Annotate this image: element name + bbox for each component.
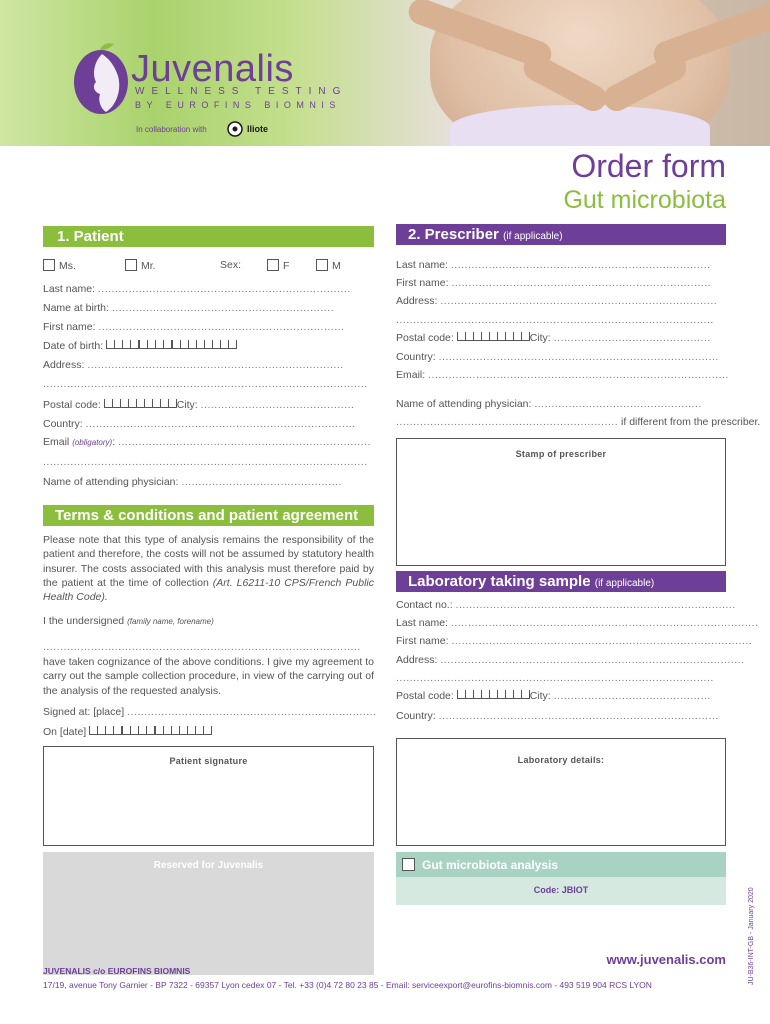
lab-address-line2[interactable]: ............................................................................................. bbox=[396, 672, 714, 684]
city-label: City: bbox=[529, 332, 551, 344]
patient-heading-text: 1. Patient bbox=[57, 228, 124, 245]
field-label: Address: bbox=[43, 359, 85, 371]
field-label: Address: bbox=[396, 295, 438, 307]
collab-text: In collaboration with bbox=[136, 125, 207, 134]
field-label: Name at birth: bbox=[43, 302, 109, 314]
stamp-box[interactable] bbox=[396, 438, 726, 566]
if-different-text: if different from the prescriber. bbox=[621, 416, 761, 428]
patient-date-of-birth-field[interactable] bbox=[43, 340, 237, 352]
patient-heading bbox=[43, 226, 374, 247]
patient-address-field[interactable]: Address: ........................................................................... bbox=[43, 359, 344, 371]
reserved-box bbox=[43, 852, 374, 975]
field-label: Address: bbox=[396, 654, 438, 666]
field-label: First name: bbox=[396, 635, 449, 647]
signed-at-label: Signed at: [place] bbox=[43, 706, 125, 718]
patient-email-line2[interactable]: ............................................................................................... bbox=[43, 456, 368, 468]
laboratory-heading bbox=[396, 571, 726, 592]
field-label: Country: bbox=[43, 418, 83, 430]
female-label: F bbox=[283, 260, 290, 272]
brand-tagline: WELLNESS TESTING bbox=[135, 86, 348, 97]
prescriber-last-name-field[interactable]: Last name: ............................................................................ bbox=[396, 259, 711, 271]
field-label: Postal code: bbox=[396, 690, 454, 702]
prescriber-address-field[interactable]: Address: ................................................................................. bbox=[396, 295, 718, 307]
document-reference: JU-B36-INT-GB - January 2020 bbox=[748, 887, 755, 985]
field-label: Last name: bbox=[43, 283, 95, 295]
field-label: Last name: bbox=[396, 259, 448, 271]
prescriber-attending-physician-field[interactable]: Name of attending physician: ................................................. bbox=[396, 398, 702, 410]
patient-name-at-birth-field[interactable]: Name at birth: ................................................................. bbox=[43, 302, 334, 314]
ms-checkbox[interactable] bbox=[43, 259, 55, 271]
on-date-label: On [date] bbox=[43, 726, 87, 738]
footer-address: 17/19, avenue Tony Garnier - BP 7322 - 69357 Lyon cedex 07 - Tel. +33 (0)4 72 80 23 85 - Email: serviceexport@eurofins-biomnis.com - 493 519 904 RCS LYON bbox=[43, 980, 652, 990]
brand-subtagline: BY EUROFINS BIOMNIS bbox=[135, 100, 341, 110]
field-label: Name of attending physician: bbox=[396, 398, 532, 410]
laboratory-details-box[interactable] bbox=[396, 738, 726, 846]
month-boxes[interactable] bbox=[122, 726, 155, 735]
analysis-box bbox=[396, 852, 726, 905]
lab-postal-city-field[interactable]: Postal code: City: .............................................. bbox=[396, 690, 711, 702]
postal-code-boxes[interactable] bbox=[104, 399, 177, 408]
analysis-label: Gut microbiota analysis bbox=[422, 858, 559, 872]
footer-company: JUVENALIS c/o EUROFINS BIOMNIS bbox=[43, 966, 191, 976]
city-label: City: bbox=[529, 690, 551, 702]
email-note: (obligatory) bbox=[72, 438, 113, 447]
field-label: Postal code: bbox=[43, 399, 101, 411]
field-label: Email: bbox=[396, 369, 426, 381]
page-title: Order form bbox=[571, 148, 726, 184]
patient-attending-physician-field[interactable]: Name of attending physician: ............................................... bbox=[43, 476, 342, 488]
header-banner bbox=[0, 0, 770, 146]
field-label: Last name: bbox=[396, 617, 448, 629]
laboratory-details-label: Laboratory details: bbox=[517, 755, 605, 765]
lab-first-name-field[interactable]: First name: ........................................................................................ bbox=[396, 635, 753, 647]
underwear-band bbox=[450, 105, 710, 146]
prescriber-country-field[interactable]: Country: .................................................................................. bbox=[396, 351, 719, 363]
prescriber-first-name-field[interactable]: First name: ............................................................................ bbox=[396, 277, 712, 289]
terms-paragraph bbox=[43, 533, 374, 604]
juvenalis-logo-icon bbox=[72, 40, 130, 116]
male-checkbox[interactable] bbox=[316, 259, 328, 271]
female-checkbox[interactable] bbox=[267, 259, 279, 271]
field-label: First name: bbox=[396, 277, 449, 289]
patient-signature-label: Patient signature bbox=[169, 756, 248, 766]
analysis-checkbox[interactable] bbox=[402, 858, 415, 871]
field-label: Name of attending physician: bbox=[43, 476, 179, 488]
lab-address-field[interactable]: Address: ......................................................................................... bbox=[396, 654, 745, 666]
terms-text: Please note that this type of analysis remains the responsibility of the patient and therefore, the costs will not be assumed by statutory health insurer. The costs associated with this analysis must therefore paid by the patient at the time of collection bbox=[43, 534, 374, 589]
terms-heading-text: Terms & conditions and patient agreement bbox=[55, 507, 359, 524]
agreement-paragraph: have taken cognizance of the above conditions. I give my agreement to carry out the sample collection procedure, in view of the carrying out of the analysis of the requested analysis. bbox=[43, 656, 374, 697]
laboratory-heading-text: Laboratory taking sample bbox=[408, 573, 591, 590]
lab-country-field[interactable]: Country: .................................................................................. bbox=[396, 710, 719, 722]
undersigned-field[interactable] bbox=[43, 615, 214, 627]
patient-country-field[interactable]: Country: ............................................................................... bbox=[43, 418, 356, 430]
undersigned-label: I the undersigned bbox=[43, 615, 125, 627]
postal-code-boxes[interactable] bbox=[457, 690, 530, 699]
field-label: Date of birth: bbox=[43, 340, 104, 352]
collab-brand: Iliote bbox=[247, 124, 269, 134]
field-label: Country: bbox=[396, 710, 436, 722]
undersigned-note: (family name, forename) bbox=[127, 617, 214, 626]
male-label: M bbox=[332, 260, 341, 272]
field-label: Country: bbox=[396, 351, 436, 363]
lab-last-name-field[interactable]: Last name: .......................................................................................... bbox=[396, 617, 759, 629]
prescriber-if-different-line[interactable]: ................................................................. if different from the prescriber. bbox=[396, 416, 761, 428]
on-date-field[interactable] bbox=[43, 726, 212, 738]
day-boxes[interactable] bbox=[106, 340, 139, 349]
sex-row bbox=[43, 259, 374, 272]
prescriber-heading-note: (if applicable) bbox=[503, 231, 563, 242]
month-boxes[interactable] bbox=[139, 340, 172, 349]
patient-address-line2[interactable]: ............................................................................................... bbox=[43, 378, 368, 390]
analysis-heading bbox=[396, 852, 726, 877]
postal-code-boxes[interactable] bbox=[457, 332, 530, 341]
website-link[interactable]: www.juvenalis.com bbox=[606, 952, 726, 967]
page-subtitle: Gut microbiota bbox=[563, 186, 726, 214]
laboratory-heading-note: (if applicable) bbox=[594, 578, 655, 589]
undersigned-line[interactable]: ............................................................................................. bbox=[43, 641, 361, 653]
ms-label: Ms. bbox=[59, 260, 76, 272]
year-boxes[interactable] bbox=[155, 726, 212, 735]
city-label: City: bbox=[176, 399, 198, 411]
field-label: Email bbox=[43, 436, 70, 448]
sex-label: Sex: bbox=[220, 259, 242, 271]
prescriber-address-line2[interactable]: ............................................................................................. bbox=[396, 314, 714, 326]
prescriber-postal-city-field[interactable]: Postal code: City: .............................................. bbox=[396, 332, 711, 344]
prescriber-heading-text: 2. Prescriber bbox=[408, 226, 499, 243]
year-boxes[interactable] bbox=[172, 340, 237, 349]
lab-contact-field[interactable]: Contact no.: .................................................................................. bbox=[396, 599, 736, 611]
patient-first-name-field[interactable]: First name: ........................................................................ bbox=[43, 321, 345, 333]
patient-postal-city-field[interactable]: Postal code: City: ............................................. bbox=[43, 399, 355, 411]
mr-label: Mr. bbox=[141, 260, 156, 272]
terms-reference: (Art. L6211-10 CPS/French Public Health Code). bbox=[43, 576, 374, 604]
day-boxes[interactable] bbox=[89, 726, 122, 735]
field-label: First name: bbox=[43, 321, 96, 333]
patient-last-name-field[interactable]: Last name: .......................................................................... bbox=[43, 283, 351, 295]
field-label: Postal code: bbox=[396, 332, 454, 344]
patient-email-field[interactable]: Email (obligatory): .......................................................................... bbox=[43, 436, 371, 448]
stamp-label: Stamp of prescriber bbox=[515, 449, 607, 459]
brand-name: Juvenalis bbox=[131, 48, 294, 90]
prescriber-email-field[interactable]: Email: ........................................................................................ bbox=[396, 369, 729, 381]
mr-checkbox[interactable] bbox=[125, 259, 137, 271]
patient-signature-box[interactable] bbox=[43, 746, 374, 846]
signed-at-field[interactable]: Signed at: [place] ......................................................................... bbox=[43, 706, 377, 718]
field-label: Contact no.: bbox=[396, 599, 453, 611]
prescriber-heading bbox=[396, 224, 726, 245]
analysis-code: Code: JBIOT bbox=[533, 885, 589, 895]
reserved-label: Reserved for Juvenalis bbox=[153, 860, 264, 871]
terms-heading bbox=[43, 505, 374, 526]
